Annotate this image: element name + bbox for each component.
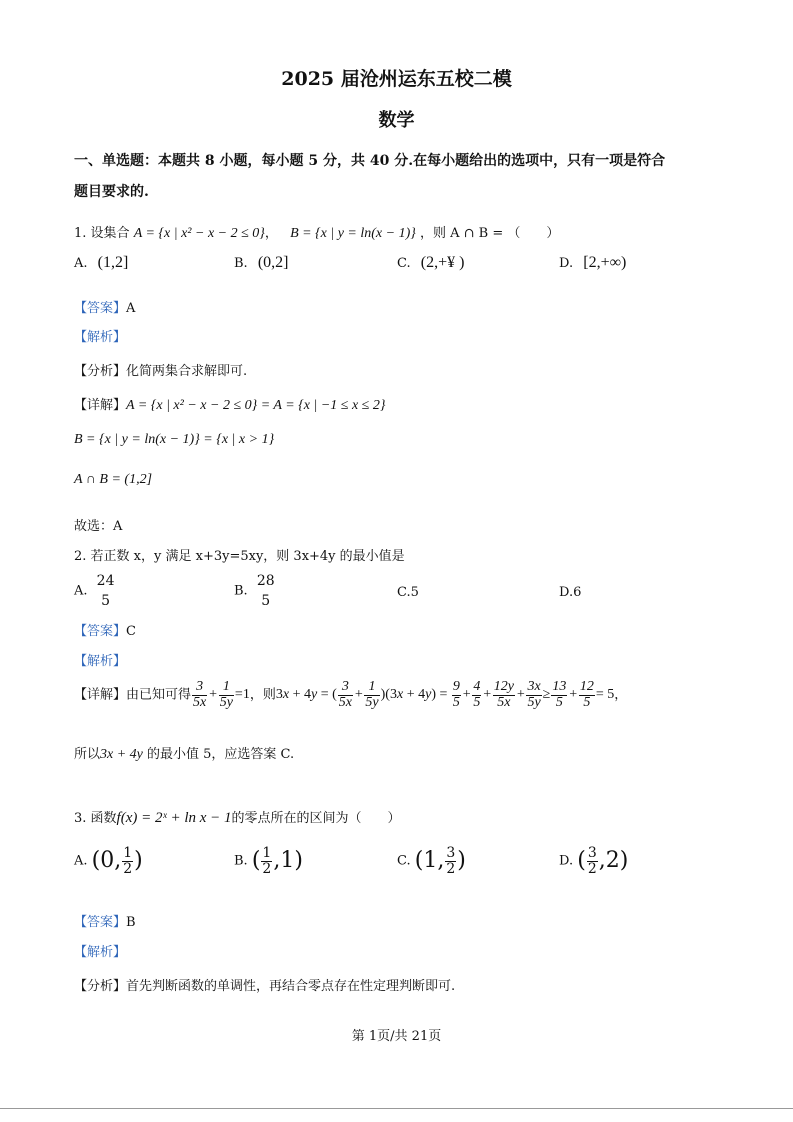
- q3-analysis-label: 【解析】: [74, 945, 127, 960]
- fenxi-label: 【分析】: [74, 364, 127, 379]
- section-heading-line2: 题目要求的.: [74, 184, 149, 200]
- page-number: 第 1页/共 21页: [351, 1029, 442, 1044]
- q2-conclusion: 所以3x + 4y 的最小值 5，应选答案 C.: [74, 747, 295, 762]
- answer-label: 【答案】: [74, 301, 127, 316]
- document-title: 2025 届沧州运东五校二模: [281, 68, 512, 90]
- question-1-stem: 1. 设集合 A = {x | x² − x − 2 ≤ 0}， B = {x | y = ln(x − 1)} ，则 A ∩ B = （ ）: [74, 226, 560, 241]
- q3-fenxi-line: 【分析】首先判断函数的单调性，再结合零点存在性定理判断即可.: [74, 979, 456, 994]
- q3-option-d: D. ( $\frac{3}{2}$ ,2): [559, 845, 629, 877]
- q2-answer: C: [126, 624, 136, 639]
- q1-option-a: A. (1,2]: [74, 254, 129, 271]
- q1-answer: A: [126, 301, 136, 316]
- q2-option-b: B. 28 5: [234, 573, 275, 609]
- question-3-stem: 3. 函数f(x) = 2ˣ + ln x − 1的零点所在的区间为（ ）: [74, 810, 401, 826]
- q1-option-b: B. (0,2]: [234, 254, 289, 271]
- question-2-stem: 2. 若正数 x，y 满足 x+3y=5xy，则 3x+4y 的最小值是: [74, 549, 405, 564]
- q1-detail-line3: A ∩ B = (1,2]: [74, 472, 153, 487]
- q1-detail-line1: 【详解】A = {x | x² − x − 2 ≤ 0} = A = {x | −1 ≤ x ≤ 2}: [74, 398, 386, 413]
- q1-fenxi-text: 化简两集合求解即可.: [126, 364, 248, 379]
- q1-option-c: C. (2,+¥ ): [397, 254, 465, 271]
- q3-option-c: C. (1, $\frac{3}{2}$ ): [397, 845, 466, 877]
- subject-title: 数学: [378, 110, 415, 131]
- q1-fenxi-line: [74, 360, 247, 379]
- q2-detail-line: 【详解】由已知可得 $\frac{3}{5x}$ + $\frac{1}{5y}$ =1，则3x + 4y = ( $\frac{3}{5x}$ + $\frac{1}{5y}$ )(3x + 4y) = $\frac{9}{5}$ + $\frac{4}{5}$ + $\frac{12y}{5x}$ + $\frac{3x}{5y}$ ≥ $\frac{13}{5}$ + $\frac{12}{5}$ = 5，: [74, 679, 628, 710]
- q2-inequality: 3x + 4y = ( $\frac{3}{5x}$ + $\frac{1}{5y}$ )(3x + 4y) = $\frac{9}{5}$ + $\frac{4}{5}$ + $\frac{12y}{5x}$ + $\frac{3x}{5y}$ ≥ $\frac{13}{5}$ + $\frac{12}{5}$ = 5: [275, 679, 615, 710]
- q1-analysis-label: 【解析】: [74, 330, 127, 345]
- q1-option-d: D. [2,+∞): [559, 254, 627, 271]
- function-expression: f(x) = 2ˣ + ln x − 1: [116, 810, 232, 826]
- q1-answer-line: [74, 297, 135, 316]
- q3-fenxi-text: 首先判断函数的单调性，再结合零点存在性定理判断即可.: [126, 979, 456, 994]
- page-bottom-divider: [0, 1108, 793, 1109]
- q3-option-a: A. (0, $\frac{1}{2}$ ): [74, 845, 143, 877]
- q2-detail-formula: $\frac{3}{5x}$ + $\frac{1}{5y}$ =1: [193, 679, 250, 710]
- q2-option-a: A. 24 5: [74, 573, 115, 609]
- set-a-expression: A = {x | x² − x − 2 ≤ 0}: [133, 226, 265, 241]
- set-b-expression: B = {x | y = ln(x − 1)}: [290, 226, 416, 241]
- section-heading-line1: 一、单选题：本题共 8 小题，每小题 5 分，共 40 分.在每小题给出的选项中，只有一项是符合: [74, 153, 666, 169]
- q1-choose: 故选：A: [74, 519, 123, 534]
- q2-option-d: D.6: [559, 585, 582, 600]
- q2-option-c: C.5: [397, 585, 419, 600]
- q2-answer-line: 【答案】C: [74, 624, 136, 639]
- detail-label: 【详解】: [74, 398, 127, 413]
- q3-option-b: B. ( $\frac{1}{2}$ ,1): [234, 845, 303, 877]
- q1-detail-line2: B = {x | y = ln(x − 1)} = {x | x > 1}: [74, 432, 275, 447]
- q3-answer: B: [126, 915, 136, 930]
- q2-analysis-label: 【解析】: [74, 654, 127, 669]
- question-1-prefix: 1. 设集合: [74, 226, 130, 241]
- q3-answer-line: 【答案】B: [74, 915, 136, 930]
- question-1-ask: ，则 A ∩ B = （ ）: [420, 226, 560, 241]
